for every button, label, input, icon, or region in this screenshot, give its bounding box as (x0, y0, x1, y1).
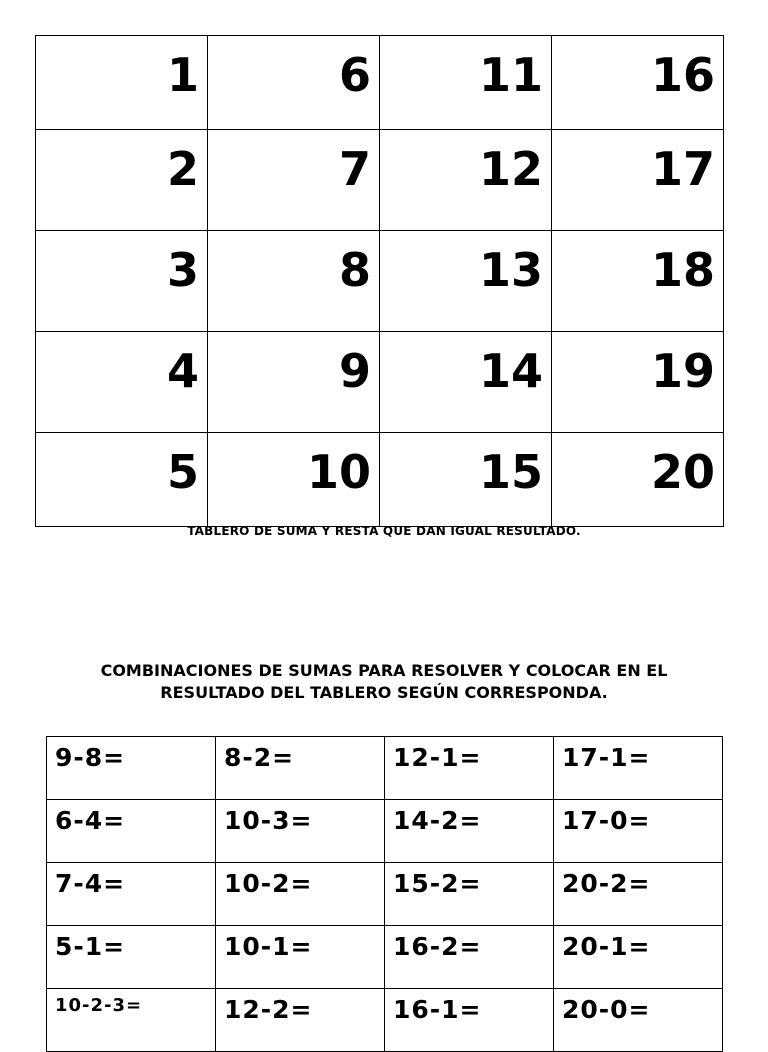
operation-cell: 12-1= (385, 737, 554, 800)
board-cell: 13 (380, 231, 552, 332)
operations-row (47, 800, 723, 863)
operation-cell: 20-2= (554, 863, 723, 926)
board-cell: 5 (36, 433, 208, 527)
board-row (36, 231, 724, 332)
operation-cell: 20-1= (554, 926, 723, 989)
board-row (36, 433, 724, 527)
board-cell: 6 (208, 36, 380, 130)
board-cell: 11 (380, 36, 552, 130)
operation-cell: 9-8= (47, 737, 216, 800)
instructions-line: COMBINACIONES DE SUMAS PARA RESOLVER Y COLOCAR EN EL (100, 661, 668, 680)
instructions-heading (60, 660, 708, 704)
board-cell: 17 (552, 130, 724, 231)
operation-cell: 17-0= (554, 800, 723, 863)
operation-cell: 16-2= (385, 926, 554, 989)
operations-row (47, 926, 723, 989)
operation-cell: 10-3= (216, 800, 385, 863)
board-cell: 14 (380, 332, 552, 433)
operation-cell: 15-2= (385, 863, 554, 926)
operations-table (46, 736, 723, 1052)
operation-cell: 8-2= (216, 737, 385, 800)
operation-cell: 16-1= (385, 989, 554, 1052)
operation-cell: 10-1= (216, 926, 385, 989)
operations-row (47, 989, 723, 1052)
board-cell: 2 (36, 130, 208, 231)
operation-cell: 7-4= (47, 863, 216, 926)
board-cell: 10 (208, 433, 380, 527)
operation-cell: 20-0= (554, 989, 723, 1052)
board-cell: 15 (380, 433, 552, 527)
board-cell: 18 (552, 231, 724, 332)
instructions-line: RESULTADO DEL TABLERO SEGÚN CORRESPONDA. (160, 683, 608, 702)
board-row (36, 36, 724, 130)
board-row (36, 130, 724, 231)
operation-cell: 5-1= (47, 926, 216, 989)
results-board (35, 35, 724, 527)
board-cell: 8 (208, 231, 380, 332)
operation-cell: 10-2-3= (47, 989, 216, 1052)
board-row (36, 332, 724, 433)
operation-cell: 12-2= (216, 989, 385, 1052)
board-cell: 12 (380, 130, 552, 231)
operation-cell: 6-4= (47, 800, 216, 863)
board-caption: TABLERO DE SUMA Y RESTA QUE DAN IGUAL RESULTADO. (187, 524, 581, 538)
operation-cell: 14-2= (385, 800, 554, 863)
board-cell: 20 (552, 433, 724, 527)
operations-row (47, 737, 723, 800)
board-cell: 16 (552, 36, 724, 130)
board-cell: 19 (552, 332, 724, 433)
board-cell: 4 (36, 332, 208, 433)
board-cell: 3 (36, 231, 208, 332)
operation-cell: 17-1= (554, 737, 723, 800)
board-cell: 1 (36, 36, 208, 130)
board-cell: 7 (208, 130, 380, 231)
operation-cell: 10-2= (216, 863, 385, 926)
operations-row (47, 863, 723, 926)
board-cell: 9 (208, 332, 380, 433)
